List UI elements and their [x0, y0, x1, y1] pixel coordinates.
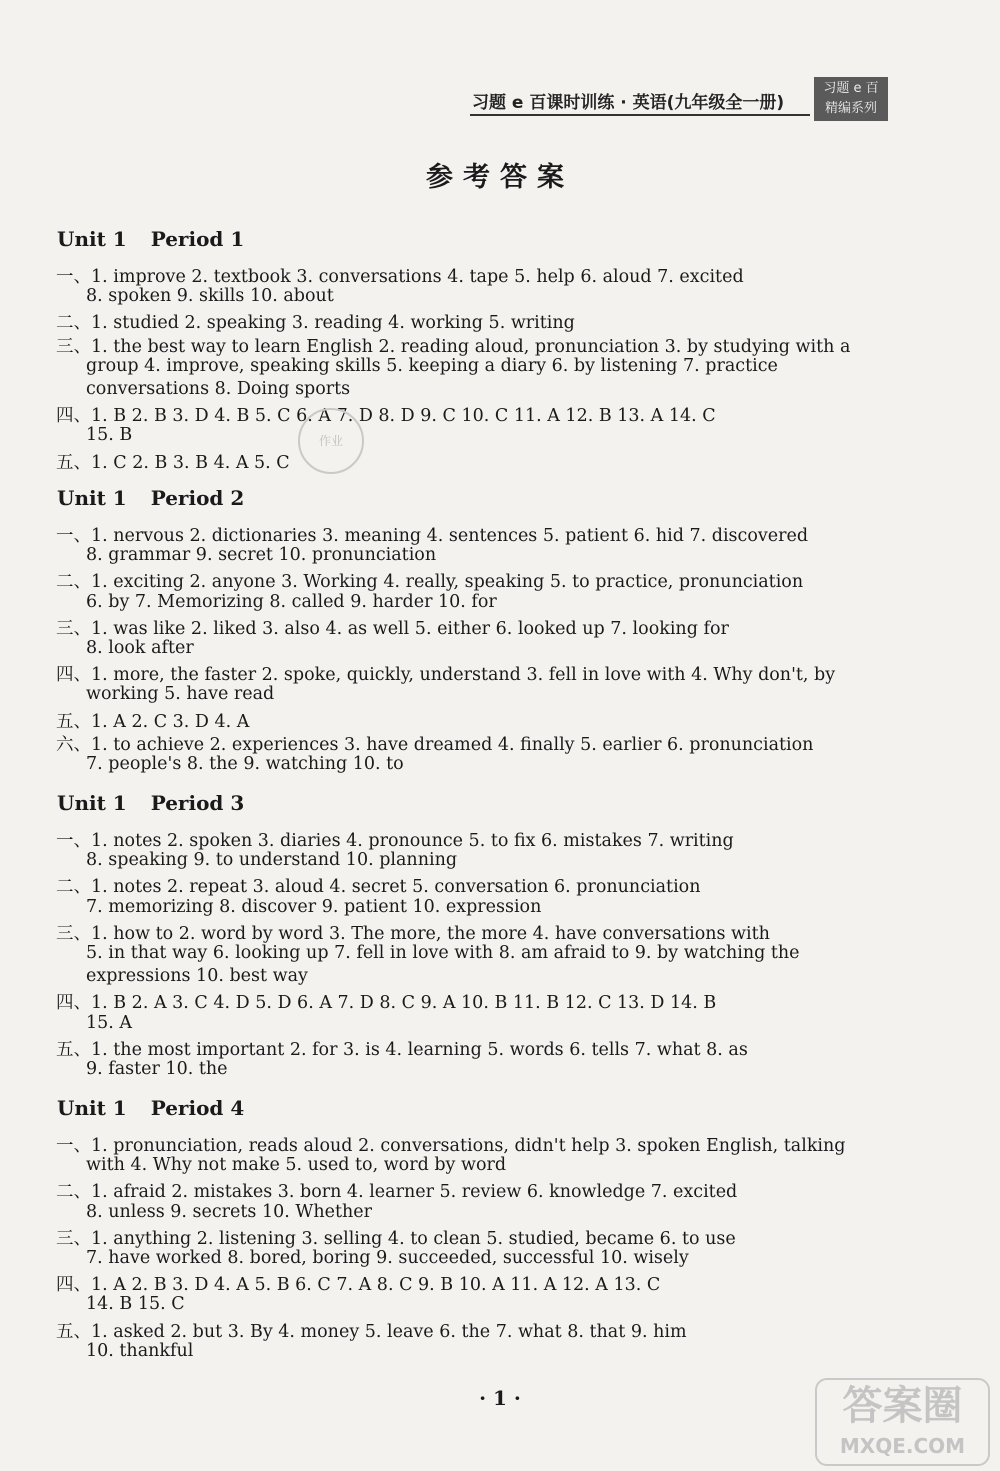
answer-line: 四、1. A 2. B 3. D 4. A 5. B 6. C 7. A 8. C 9. B 10. A 11. A 12. A 13. C — [56, 1275, 661, 1296]
answer-line: expressions 10. best way — [86, 966, 308, 987]
answer-line: 五、1. C 2. B 3. B 4. A 5. C — [56, 452, 290, 473]
period-label: Period 1 — [150, 227, 245, 251]
answer-line: 7. people's 8. the 9. watching 10. to — [86, 754, 404, 774]
answer-line: 四、1. B 2. B 3. D 4. B 5. C 6. A 7. D 8. D 9. C 10. C 11. A 12. B 13. A 14. C — [56, 406, 716, 427]
answer-line: conversations 8. Doing sports — [86, 379, 351, 399]
stamp-seal-icon: 作业 — [298, 408, 364, 474]
answer-line: 四、1. more, the faster 2. spoke, quickly, understand 3. fell in love with 4. Why don't, by — [56, 665, 836, 686]
answer-line: 5. in that way 6. looking up 7. fell in love with 8. am afraid to 9. by watching the — [86, 943, 800, 963]
answer-line: 14. B 15. C — [86, 1294, 185, 1315]
running-header: 习题 e 百课时训练 · 英语(九年级全一册) — [472, 93, 785, 113]
series-badge-line2: 精编系列 — [824, 101, 877, 116]
answer-line: group 4. improve, speaking skills 5. keeping a diary 6. by listening 7. practice — [86, 355, 778, 376]
page-title: 参考答案 — [426, 162, 574, 193]
unit-label: Unit 1 — [57, 791, 127, 815]
answer-line: 一、1. notes 2. spoken 3. diaries 4. pronounce 5. to fix 6. mistakes 7. writing — [56, 831, 734, 851]
answer-line: 7. have worked 8. bored, boring 9. succeeded, successful 10. wisely — [86, 1248, 689, 1268]
period-label: Period 2 — [150, 486, 245, 510]
series-badge — [814, 77, 888, 121]
period-label: Period 3 — [150, 791, 245, 815]
unit-label: Unit 1 — [57, 227, 127, 251]
answer-line: 8. grammar 9. secret 10. pronunciation — [86, 545, 437, 566]
answer-line: 四、1. B 2. A 3. C 4. D 5. D 6. A 7. D 8. C 9. A 10. B 11. B 12. C 13. D 14. B — [56, 993, 717, 1014]
answer-line: 二、1. notes 2. repeat 3. aloud 4. secret 5. conversation 6. pronunciation — [56, 877, 701, 898]
site-watermark-logo — [815, 1378, 990, 1466]
answer-line: 一、1. pronunciation, reads aloud 2. conversations, didn't help 3. spoken English, talking — [56, 1136, 846, 1156]
answer-line: 6. by 7. Memorizing 8. called 9. harder 10. for — [86, 591, 497, 612]
watermark-url: MXQE.COM — [839, 1434, 966, 1458]
answer-line: 三、1. anything 2. listening 3. selling 4. to clean 5. studied, became 6. to use — [56, 1228, 736, 1249]
answer-line: 三、1. how to 2. word by word 3. The more, the more 4. have conversations with — [56, 923, 770, 944]
period-label: Period 4 — [150, 1096, 245, 1120]
series-badge-line1: 习题 e 百 — [823, 81, 879, 96]
answer-line: with 4. Why not make 5. used to, word by word — [86, 1155, 507, 1176]
answer-line: 二、1. exciting 2. anyone 3. Working 4. really, speaking 5. to practice, pronunciation — [56, 572, 804, 593]
answer-line: 9. faster 10. the — [86, 1059, 228, 1079]
section-heading — [57, 486, 244, 510]
answer-line: 10. thankful — [86, 1340, 194, 1361]
answer-line: 8. speaking 9. to understand 10. planning — [86, 850, 458, 871]
page-number: · 1 · — [479, 1386, 521, 1410]
answer-line: 一、1. nervous 2. dictionaries 3. meaning 4. sentences 5. patient 6. hid 7. discovered — [56, 526, 809, 546]
answer-line: 五、1. A 2. C 3. D 4. A — [56, 711, 250, 732]
answer-line: 7. memorizing 8. discover 9. patient 10. expression — [86, 896, 542, 917]
answer-line: 8. spoken 9. skills 10. about — [86, 286, 334, 307]
answer-line: 8. unless 9. secrets 10. Whether — [86, 1201, 373, 1222]
answer-line: 三、1. was like 2. liked 3. also 4. as well 5. either 6. looked up 7. looking for — [56, 618, 729, 639]
answer-line: 五、1. asked 2. but 3. By 4. money 5. leave 6. the 7. what 8. that 9. him — [56, 1321, 687, 1342]
answer-line: 15. A — [86, 1012, 133, 1033]
section-heading — [57, 1096, 244, 1120]
section-heading — [57, 791, 244, 815]
answer-line: 二、1. afraid 2. mistakes 3. born 4. learner 5. review 6. knowledge 7. excited — [56, 1182, 738, 1203]
unit-label: Unit 1 — [57, 486, 127, 510]
answer-line: 三、1. the best way to learn English 2. reading aloud, pronunciation 3. by studying with a — [56, 336, 851, 357]
answer-line: working 5. have read — [86, 684, 275, 705]
answer-line: 六、1. to achieve 2. experiences 3. have dreamed 4. finally 5. earlier 6. pronunciation — [56, 734, 814, 755]
answer-line: 五、1. the most important 2. for 3. is 4. learning 5. words 6. tells 7. what 8. as — [56, 1039, 748, 1060]
section-heading — [57, 227, 244, 251]
answer-line: 15. B — [86, 425, 133, 446]
answer-line: 8. look after — [86, 638, 194, 658]
answer-line: 一、1. improve 2. textbook 3. conversations 4. tape 5. help 6. aloud 7. excited — [56, 267, 744, 287]
unit-label: Unit 1 — [57, 1096, 127, 1120]
answer-line: 二、1. studied 2. speaking 3. reading 4. working 5. writing — [56, 313, 575, 334]
watermark-text: 答案圈 — [842, 1383, 963, 1429]
